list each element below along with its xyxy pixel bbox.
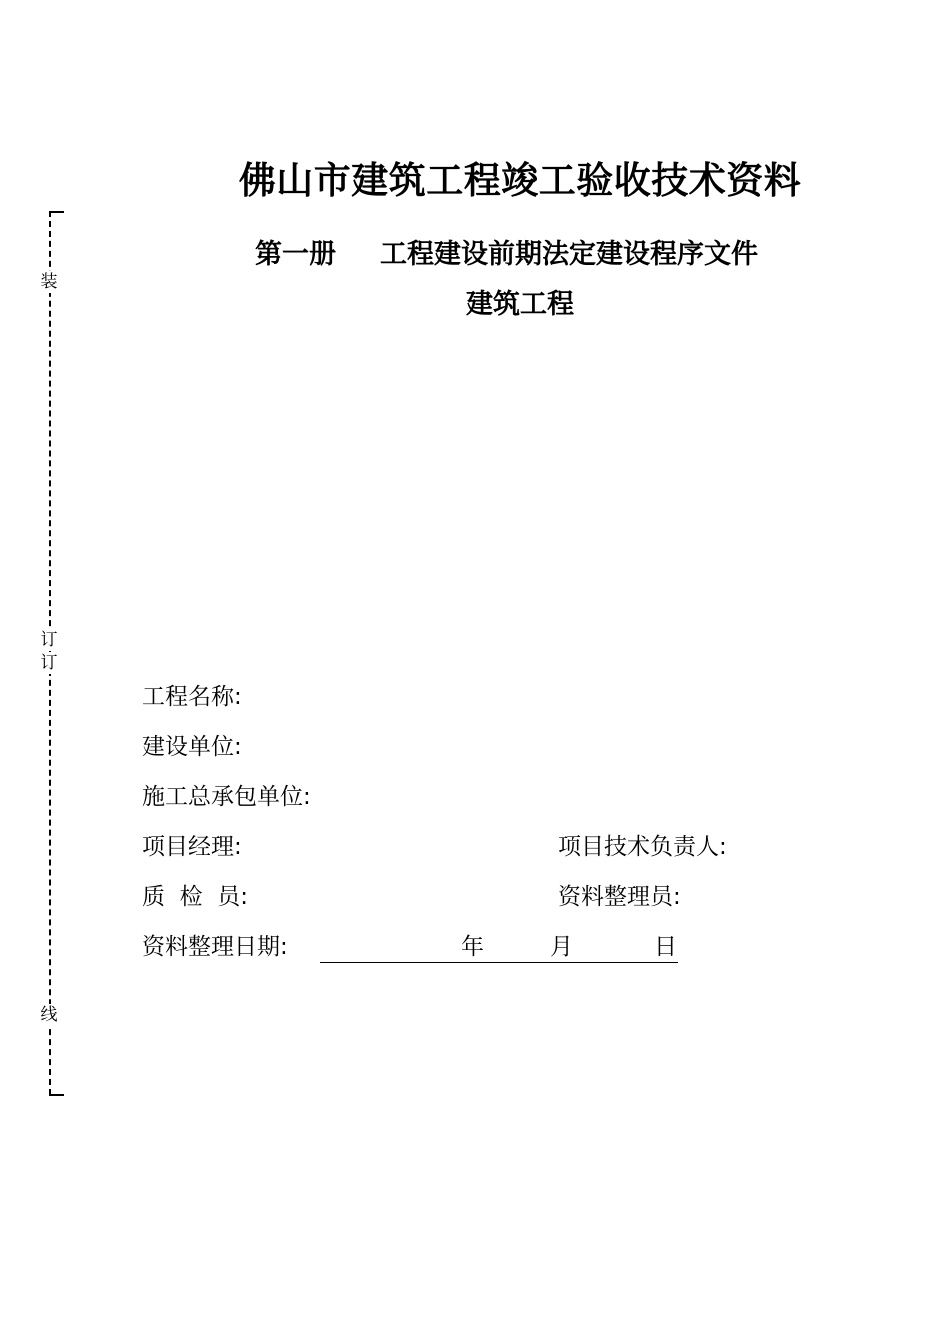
technical-lead-label: 项目技术负责人: bbox=[558, 834, 727, 860]
binding-top-corner bbox=[49, 211, 64, 213]
binding-bottom-corner bbox=[49, 1094, 64, 1096]
date-month-label: 月 bbox=[550, 934, 573, 960]
volume-name: 工程建设前期法定建设程序文件 bbox=[380, 239, 758, 270]
volume-heading bbox=[255, 232, 758, 271]
quality-inspector-label: 质 检 员: bbox=[142, 884, 248, 910]
document-title: 佛山市建筑工程竣工验收技术资料 bbox=[238, 159, 802, 202]
date-day-label: 日 bbox=[654, 934, 677, 960]
construction-unit-label: 建设单位: bbox=[142, 734, 242, 760]
date-year-label: 年 bbox=[461, 934, 484, 960]
binding-margin bbox=[0, 0, 100, 1344]
binding-label-zhuang: 装 bbox=[38, 271, 60, 293]
binding-label-ding-2: 订 bbox=[38, 652, 60, 674]
compile-date-label: 资料整理日期: bbox=[142, 934, 288, 960]
general-contractor-label: 施工总承包单位: bbox=[142, 784, 311, 810]
compile-date-underline bbox=[320, 932, 678, 963]
project-name-label: 工程名称: bbox=[142, 684, 242, 710]
document-organizer-label: 资料整理员: bbox=[558, 884, 681, 910]
binding-label-ding-1: 订 bbox=[38, 629, 60, 651]
document-subtitle: 建筑工程 bbox=[466, 289, 574, 320]
binding-label-xian: 线 bbox=[38, 1004, 60, 1026]
project-manager-label: 项目经理: bbox=[142, 834, 242, 860]
volume-number: 第一册 bbox=[255, 239, 336, 270]
